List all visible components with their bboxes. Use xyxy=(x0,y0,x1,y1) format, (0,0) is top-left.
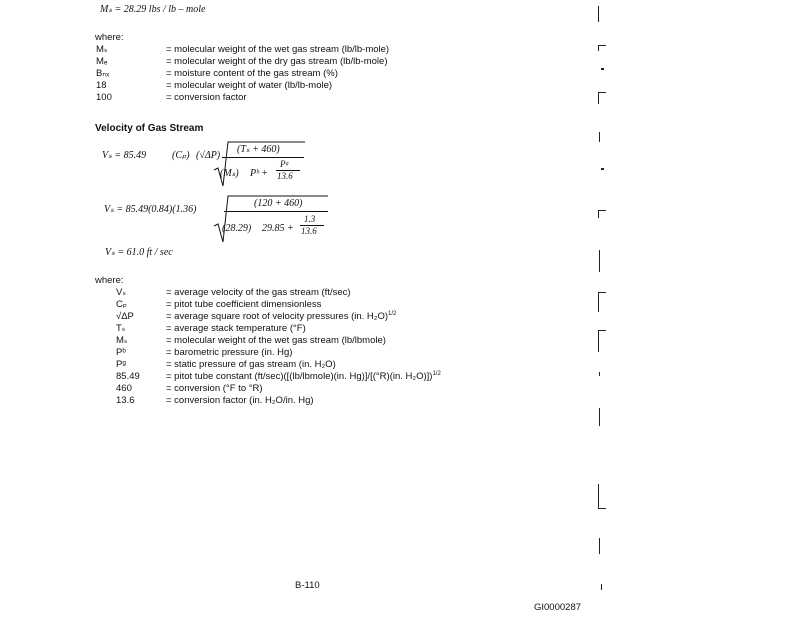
exponent-note: 1/2 xyxy=(388,311,397,317)
definition-symbol: Bₙₓ xyxy=(96,68,110,79)
definition-text: = average velocity of the gas stream (ft/sec) xyxy=(166,287,351,298)
document-id: GI0000287 xyxy=(534,602,582,613)
definition-text: = static pressure of gas stream (in. H₂O) xyxy=(166,359,336,370)
definition-text: = moisture content of the gas stream (%) xyxy=(166,68,338,79)
equation-velocity-general xyxy=(102,140,322,190)
equation-numerator: (Tₛ + 460) xyxy=(237,144,280,155)
definition-text: = barometric pressure (in. Hg) xyxy=(166,347,293,358)
equation-result: Vₛ = 61.0 ft / sec xyxy=(105,247,173,258)
where-label-2: where: xyxy=(95,275,124,286)
equation-sqrt-dp: (√ΔP) xyxy=(196,150,221,161)
equation-numerator: (120 + 460) xyxy=(254,198,303,209)
fraction-bar xyxy=(222,157,304,158)
fraction-bar xyxy=(224,211,328,212)
definition-text: = pitot tube constant (ft/sec)([(lb/lbmole)(in. Hg)]/[(°R)(in. H₂O)]) xyxy=(166,371,433,383)
equation-den-ms: (Mₛ) xyxy=(220,168,239,179)
page-number: B-110 xyxy=(295,580,320,591)
where-label-1: where: xyxy=(95,32,124,43)
definition-symbol: Vₛ xyxy=(116,287,126,298)
definition-text: = conversion factor xyxy=(166,92,247,103)
definition-text: = average square root of velocity pressures (in. H₂O) xyxy=(166,311,389,323)
definition-symbol: 13.6 xyxy=(116,395,135,406)
definition-symbol: 100 xyxy=(96,92,112,103)
definition-symbol: Tₛ xyxy=(116,323,126,334)
definition-text: = molecular weight of the wet gas stream (lb/lb-mole) xyxy=(166,44,390,55)
equation-velocity-numeric xyxy=(104,194,344,244)
definition-symbol: √ΔP xyxy=(116,311,134,322)
section-title: Velocity of Gas Stream xyxy=(95,123,204,134)
exponent-note: 1/2 xyxy=(432,371,441,377)
equation-den-pg: 1.3 xyxy=(304,214,316,224)
definition-symbol: Mₛ xyxy=(116,335,128,346)
equation-lhs: Vₛ = 85.49 xyxy=(102,150,147,161)
definition-text: = conversion factor (in. H₂O/in. Hg) xyxy=(166,395,314,406)
definition-list-1 xyxy=(96,44,496,108)
definition-symbol: 85.49 xyxy=(116,371,140,382)
definition-list-2 xyxy=(116,287,516,411)
definition-text: = molecular weight of water (lb/lb-mole) xyxy=(166,80,333,91)
definition-symbol: Pᵍ xyxy=(116,359,126,370)
definition-text: = pitot tube coefficient dimensionless xyxy=(166,299,322,310)
definition-text: = molecular weight of the wet gas stream (lb/lbmole) xyxy=(166,335,386,346)
definition-symbol: Pᵇ xyxy=(116,347,126,358)
equation-cp: (Cₚ) xyxy=(172,150,190,161)
equation-den-ms: (28.29) xyxy=(222,223,252,234)
definition-symbol: Mₛ xyxy=(96,44,108,55)
equation-ms: Mₛ = 28.29 lbs / lb – mole xyxy=(100,4,206,15)
equation-den-pb: 29.85 + xyxy=(262,223,294,234)
equation-den-136: 13.6 xyxy=(301,226,317,236)
definition-text: = molecular weight of the dry gas stream (lb/lb-mole) xyxy=(166,56,388,67)
equation-den-pb: Pᵇ + xyxy=(250,168,269,179)
definition-text: = average stack temperature (°F) xyxy=(166,323,306,334)
scan-edge-marks xyxy=(596,0,608,618)
equation-den-136: 13.6 xyxy=(277,171,293,181)
definition-symbol: Mₑ xyxy=(96,56,108,67)
definition-text: = conversion (°F to °R) xyxy=(166,383,263,394)
equation-lhs: Vₛ = 85.49(0.84)(1.36) xyxy=(104,204,197,215)
definition-symbol: 460 xyxy=(116,383,132,394)
definition-symbol: 18 xyxy=(96,80,107,91)
equation-den-pg: Pᵍ xyxy=(280,159,289,169)
definition-symbol: Cₚ xyxy=(116,299,127,310)
